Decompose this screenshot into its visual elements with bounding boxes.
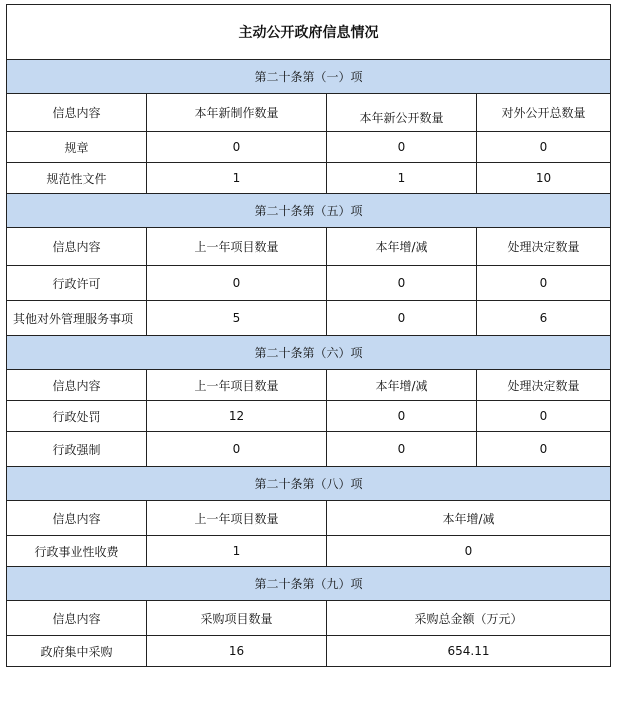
table-cell: 0 [327,266,477,301]
table-row [7,536,611,567]
section-heading: 第二十条第（一）项 [7,60,611,94]
info-disclosure-table [6,4,611,667]
table-row [7,401,611,432]
header-row [7,370,611,401]
table-cell: 0 [147,266,327,301]
table-row [7,266,611,301]
column-header: 对外公开总数量 [477,94,611,132]
column-header: 本年新公开数量 [327,94,477,132]
table-row [7,432,611,467]
table-row [7,132,611,163]
table-cell: 0 [327,536,611,567]
column-header: 信息内容 [7,601,147,636]
section-heading: 第二十条第（五）项 [7,194,611,228]
column-header: 信息内容 [7,501,147,536]
table-cell: 0 [477,401,611,432]
table-title: 主动公开政府信息情况 [7,5,611,60]
column-header: 本年新制作数量 [147,94,327,132]
section-heading: 第二十条第（九）项 [7,567,611,601]
table-row [7,301,611,336]
column-header: 信息内容 [7,228,147,266]
row-label: 政府集中采购 [7,636,147,667]
row-label: 规范性文件 [7,163,147,194]
section-heading: 第二十条第（八）项 [7,467,611,501]
table-row [7,636,611,667]
header-row [7,94,611,132]
column-header: 上一年项目数量 [147,501,327,536]
column-header: 本年增/减 [327,370,477,401]
row-label: 其他对外管理服务事项 [7,301,147,336]
table-cell: 10 [477,163,611,194]
table-cell: 0 [327,132,477,163]
row-label: 行政许可 [7,266,147,301]
table-cell: 1 [147,536,327,567]
column-header: 本年增/减 [327,501,611,536]
column-header: 上一年项目数量 [147,370,327,401]
column-header: 本年增/减 [327,228,477,266]
table-cell: 0 [477,432,611,467]
column-header: 信息内容 [7,94,147,132]
header-row [7,228,611,266]
column-header: 信息内容 [7,370,147,401]
column-header: 采购项目数量 [147,601,327,636]
column-header: 采购总金额（万元） [327,601,611,636]
table-cell: 6 [477,301,611,336]
row-label: 行政强制 [7,432,147,467]
table-cell: 0 [327,401,477,432]
row-label: 规章 [7,132,147,163]
table-cell: 5 [147,301,327,336]
table-cell: 0 [327,301,477,336]
table-cell: 0 [147,132,327,163]
table-cell: 0 [147,432,327,467]
table-row [7,163,611,194]
row-label: 行政处罚 [7,401,147,432]
column-header: 处理决定数量 [477,370,611,401]
table-cell: 12 [147,401,327,432]
section-heading: 第二十条第（六）项 [7,336,611,370]
table-cell: 16 [147,636,327,667]
header-row [7,601,611,636]
column-header: 上一年项目数量 [147,228,327,266]
column-header: 处理决定数量 [477,228,611,266]
table-cell: 1 [147,163,327,194]
table-cell: 0 [477,266,611,301]
row-label: 行政事业性收费 [7,536,147,567]
table-cell: 654.11 [327,636,611,667]
header-row [7,501,611,536]
table-cell: 1 [327,163,477,194]
table-cell: 0 [477,132,611,163]
table-cell: 0 [327,432,477,467]
